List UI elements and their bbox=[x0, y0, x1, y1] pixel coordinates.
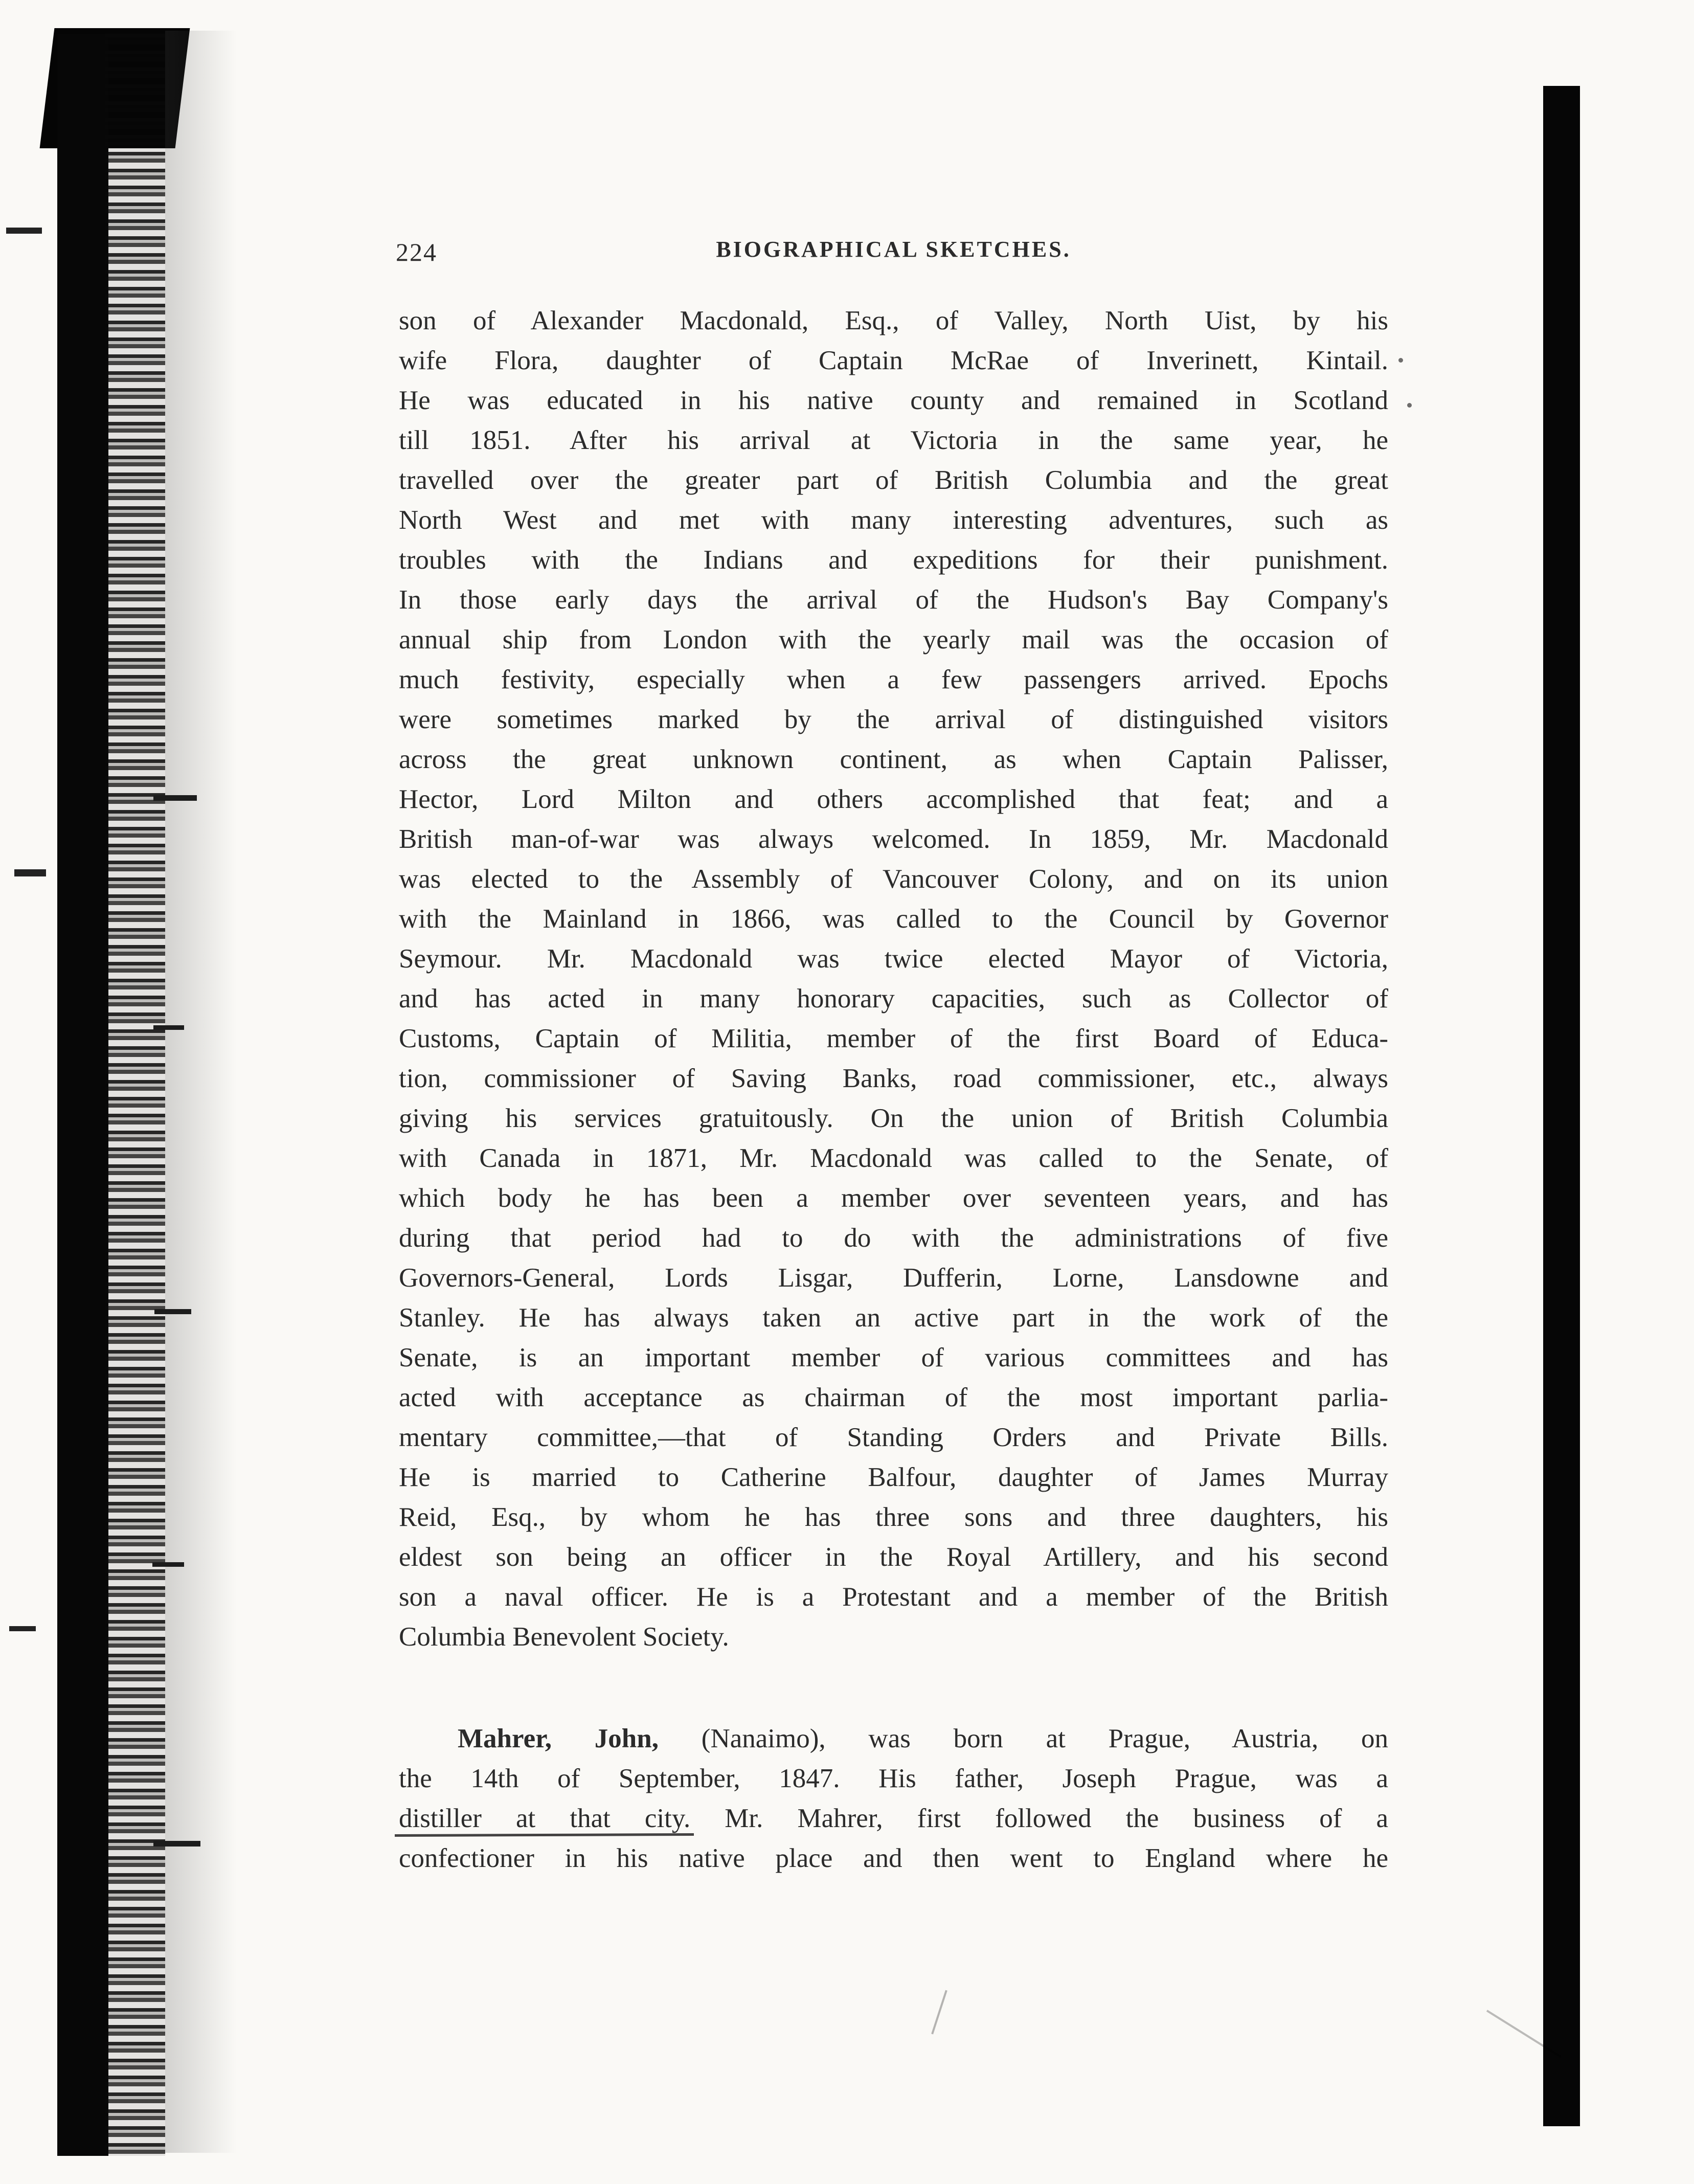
scan-left-shadow bbox=[165, 31, 237, 2153]
page-head bbox=[396, 236, 1388, 268]
scan-tick-mark bbox=[154, 1309, 191, 1314]
text-line: which body he has been a member over seventeen years, and has bbox=[399, 1183, 1388, 1213]
text-line: travelled over the greater part of British Columbia and the great bbox=[399, 465, 1388, 495]
scan-speck bbox=[1407, 403, 1412, 408]
text-line: annual ship from London with the yearly mail was the occasion of bbox=[399, 625, 1388, 655]
page-number: 224 bbox=[396, 238, 437, 266]
scan-binding-texture bbox=[105, 34, 165, 2156]
scan-speck bbox=[1398, 358, 1403, 363]
text-line: was elected to the Assembly of Vancouver Colony, and on its union bbox=[399, 864, 1388, 894]
text-line: Senate, is an important member of various committees and has bbox=[399, 1343, 1388, 1372]
text-line: Seymour. Mr. Macdonald was twice elected Mayor of Victoria, bbox=[399, 944, 1388, 974]
scan-edge-mark bbox=[14, 869, 46, 876]
entry-name: Mahrer, John, bbox=[458, 1724, 659, 1753]
running-header: BIOGRAPHICAL SKETCHES. bbox=[716, 237, 1071, 262]
text-line: till 1851. After his arrival at Victoria in the same year, he bbox=[399, 425, 1388, 455]
paragraph-macdonald-sketch bbox=[399, 301, 1388, 1657]
text-line: son of Alexander Macdonald, Esq., of Valley, North Uist, by his bbox=[399, 306, 1388, 335]
text-line: the 14th of September, 1847. His father, Joseph Prague, was a bbox=[399, 1764, 1388, 1793]
text-line: wife Flora, daughter of Captain McRae of Inverinett, Kintail. bbox=[399, 346, 1388, 375]
scan-right-black-bar bbox=[1543, 86, 1580, 2126]
scan-edge-mark bbox=[9, 1626, 36, 1631]
scan-tick-mark bbox=[153, 1841, 200, 1847]
text-line: mentary committee,—that of Standing Orders and Private Bills. bbox=[399, 1423, 1388, 1452]
text-line: British man-of-war was always welcomed. In 1859, Mr. Macdonald bbox=[399, 824, 1388, 854]
text-line: eldest son being an officer in the Royal Artillery, and his second bbox=[399, 1542, 1388, 1572]
paragraph-mahrer-sketch bbox=[399, 1719, 1388, 1878]
text-line: son a naval officer. He is a Protestant and a member of the British bbox=[399, 1582, 1388, 1612]
text-line: Reid, Esq., by whom he has three sons and three daughters, his bbox=[399, 1502, 1388, 1532]
text-line: He was educated in his native county and remained in Scotland bbox=[399, 386, 1388, 415]
text-line bbox=[399, 1719, 1388, 1759]
entry-name-rest: (Nanaimo), was born at Prague, Austria, on bbox=[659, 1724, 1388, 1753]
text-line: were sometimes marked by the arrival of distinguished visitors bbox=[399, 705, 1388, 734]
text-line: confectioner in his native place and then went to England where he bbox=[399, 1843, 1388, 1873]
text-line: and has acted in many honorary capacities, such as Collector of bbox=[399, 984, 1388, 1014]
text-line: across the great unknown continent, as when Captain Palisser, bbox=[399, 745, 1388, 774]
scan-tick-mark bbox=[153, 1025, 184, 1030]
text-line: distiller at that city. Mr. Mahrer, first followed the business of a bbox=[399, 1804, 1388, 1833]
scan-binding-strip bbox=[57, 34, 108, 2156]
page-content bbox=[396, 236, 1388, 1878]
scan-scratch-mark bbox=[931, 1990, 947, 2035]
text-line: troubles with the Indians and expeditions for their punishment. bbox=[399, 545, 1388, 575]
text-line: much festivity, especially when a few passengers arrived. Epochs bbox=[399, 665, 1388, 694]
text-line: In those early days the arrival of the Hudson's Bay Company's bbox=[399, 585, 1388, 615]
text-line: Columbia Benevolent Society. bbox=[399, 1622, 729, 1652]
text-line: Customs, Captain of Militia, member of the first Board of Educa- bbox=[399, 1024, 1388, 1053]
scan-tick-mark bbox=[152, 1562, 184, 1567]
scan-tick-mark bbox=[153, 795, 197, 801]
text-line: Stanley. He has always taken an active part in the work of the bbox=[399, 1303, 1388, 1333]
text-line: with Canada in 1871, Mr. Macdonald was called to the Senate, of bbox=[399, 1143, 1388, 1173]
text-line: Hector, Lord Milton and others accomplished that feat; and a bbox=[399, 784, 1388, 814]
text-line: Governors-General, Lords Lisgar, Dufferin, Lorne, Lansdowne and bbox=[399, 1263, 1388, 1293]
text-line: tion, commissioner of Saving Banks, road commissioner, etc., always bbox=[399, 1064, 1388, 1093]
text-line: giving his services gratuitously. On the union of British Columbia bbox=[399, 1104, 1388, 1133]
text-line: He is married to Catherine Balfour, daughter of James Murray bbox=[399, 1462, 1388, 1492]
scan-edge-mark bbox=[6, 228, 42, 234]
text-line: North West and met with many interesting adventures, such as bbox=[399, 505, 1388, 535]
text-line: acted with acceptance as chairman of the most important parlia- bbox=[399, 1383, 1388, 1412]
text-line: with the Mainland in 1866, was called to the Council by Governor bbox=[399, 904, 1388, 934]
text-line: during that period had to do with the administrations of five bbox=[399, 1223, 1388, 1253]
